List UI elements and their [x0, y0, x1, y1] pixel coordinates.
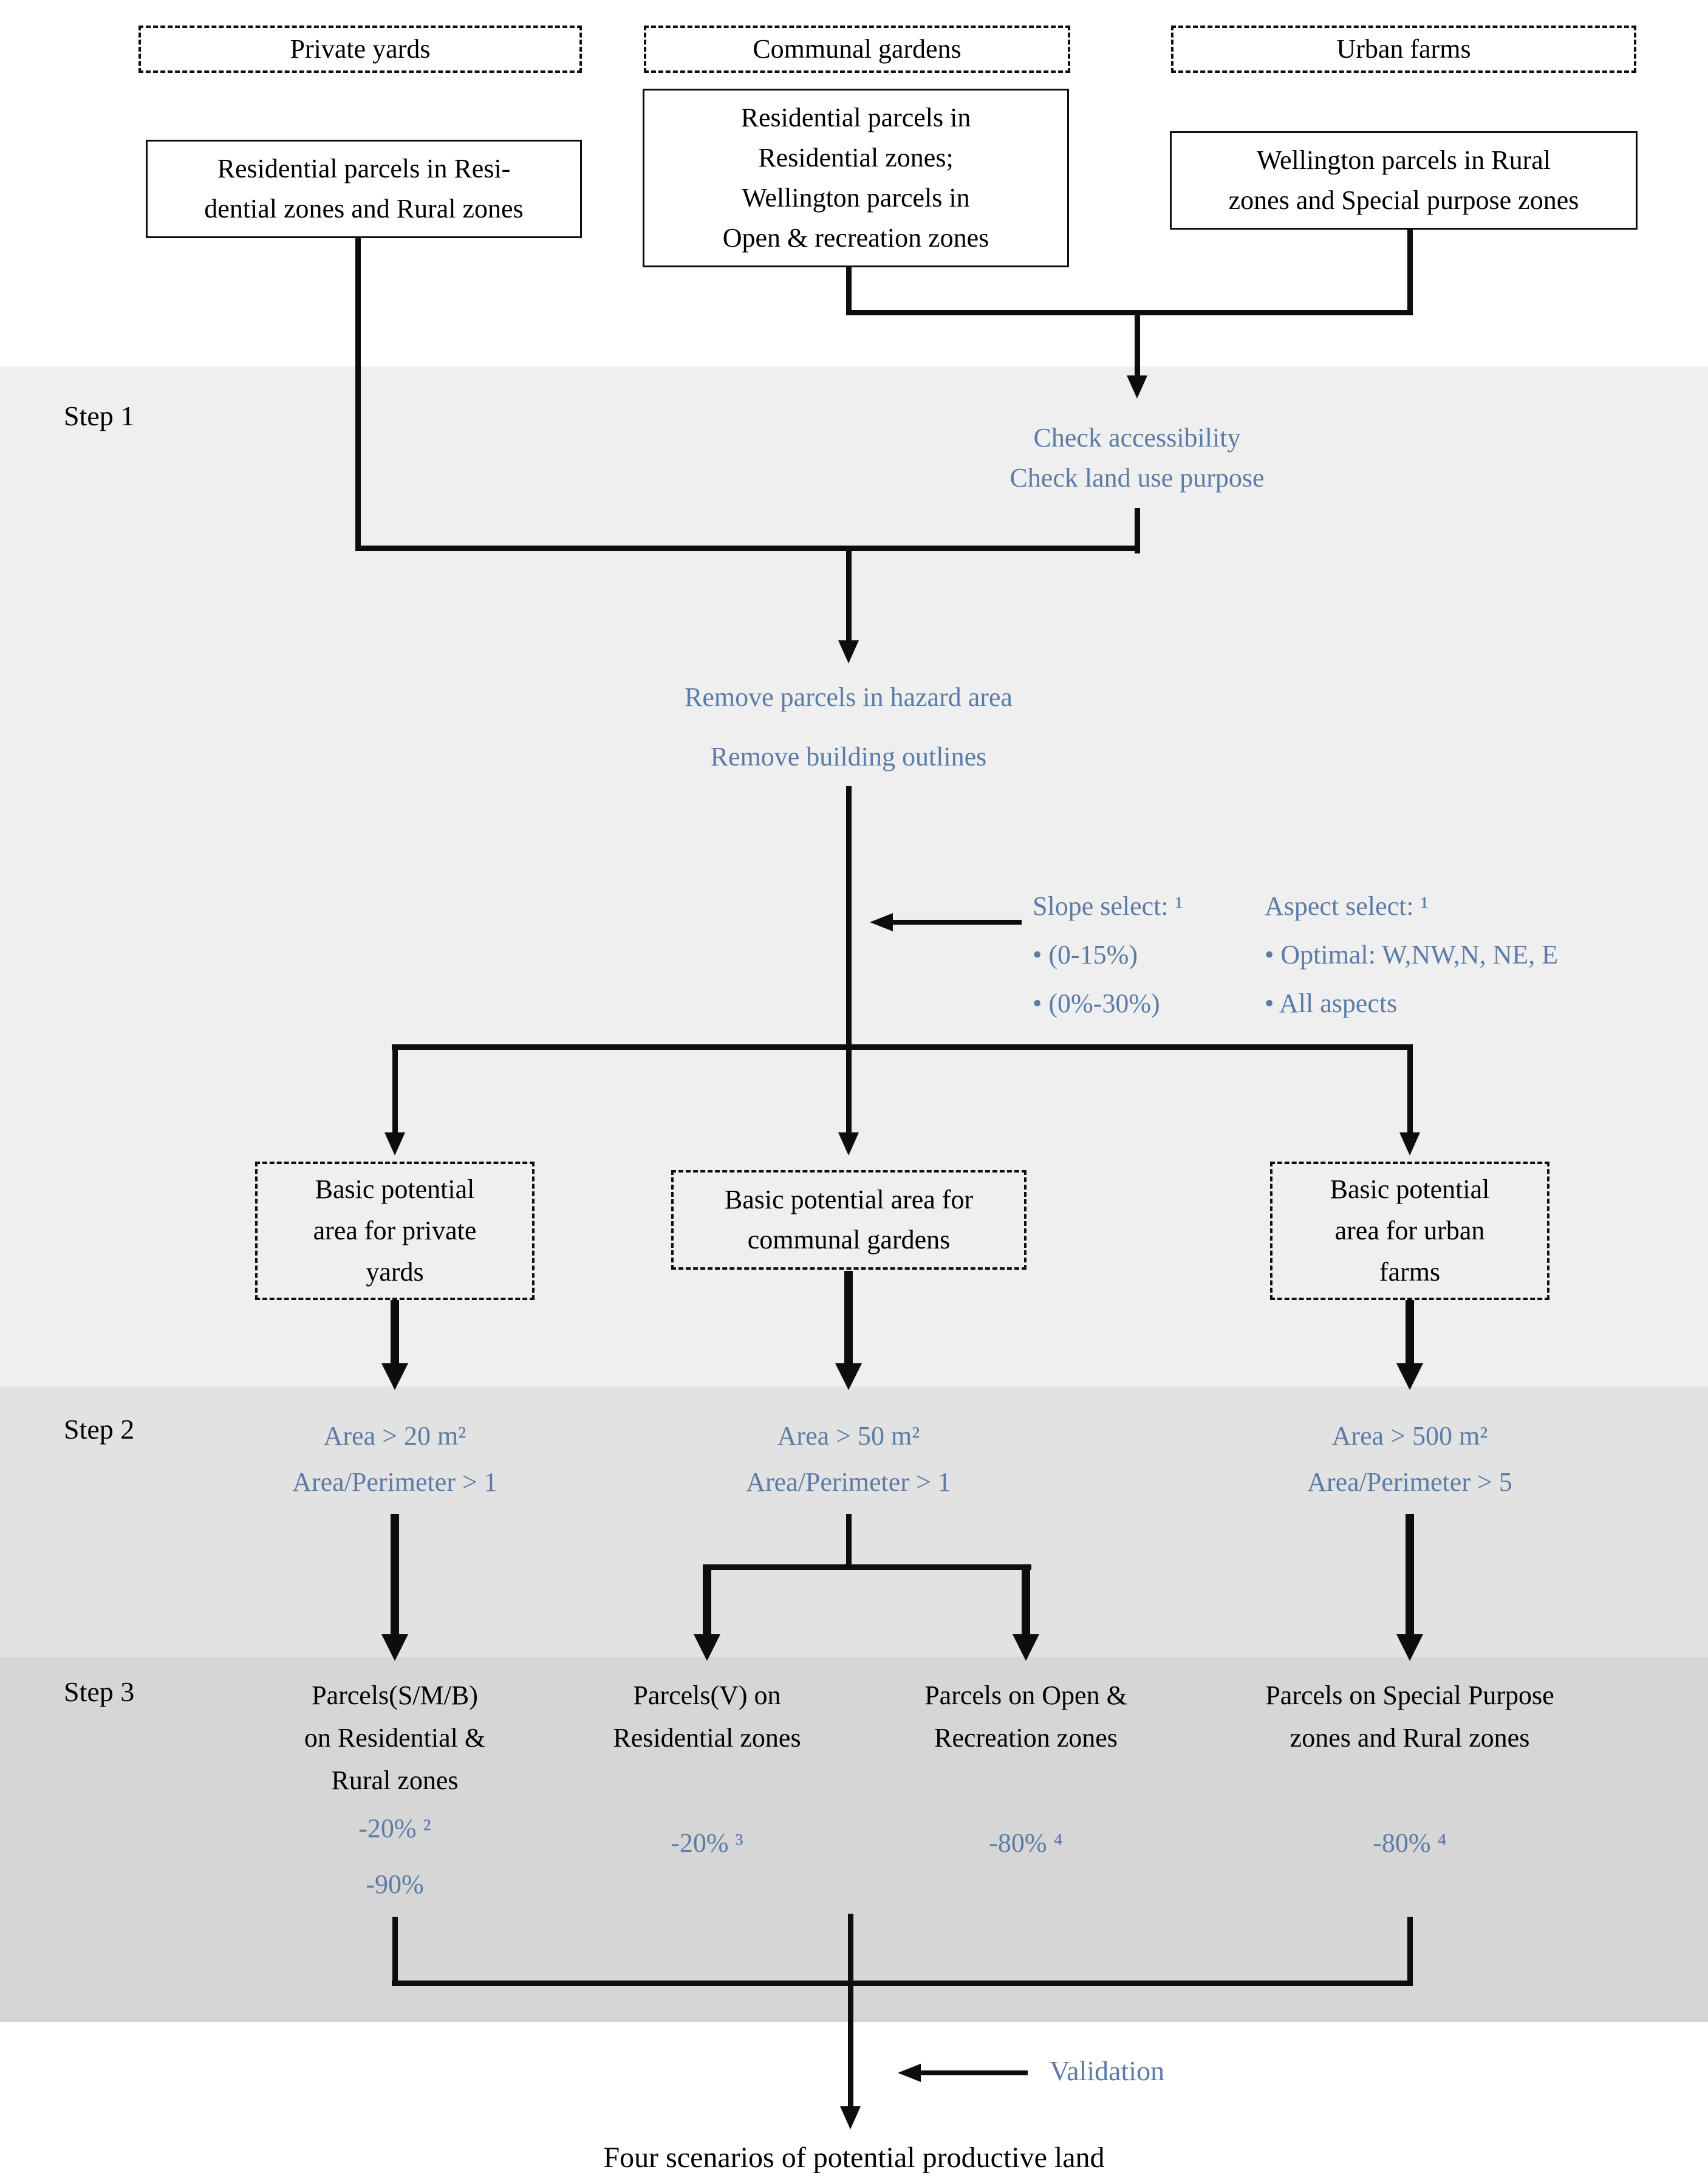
basic-line: yards — [366, 1257, 424, 1287]
final-output-text: Four scenarios of potential productive land — [603, 2142, 1105, 2174]
header-label: Communal gardens — [753, 34, 962, 64]
source-line: Residential parcels in Resi- — [217, 154, 511, 183]
arrowhead-left — [898, 2064, 921, 2082]
output-line: Parcels on Special Purpose — [1265, 1680, 1554, 1710]
connector — [893, 920, 1022, 925]
reduction-special: -80% ⁴ — [1373, 1828, 1447, 1858]
connector — [846, 267, 852, 315]
output-line: Parcels on Open & — [924, 1680, 1127, 1710]
source-line: dential zones and Rural zones — [204, 194, 524, 224]
reduction-v: -20% ³ — [671, 1828, 743, 1858]
remove-hazard-text: Remove parcels in hazard area — [685, 682, 1013, 712]
arrowhead-down — [1013, 1634, 1039, 1661]
connector — [1406, 1300, 1414, 1363]
output-special-purpose — [1215, 1674, 1604, 1759]
source-line: Wellington parcels in Rural — [1257, 145, 1551, 175]
slope-select-text — [1033, 882, 1263, 1028]
output-line: Recreation zones — [934, 1723, 1118, 1753]
arrowhead-left — [870, 913, 893, 931]
basic-line: communal gardens — [747, 1225, 951, 1255]
basic-line: area for private — [313, 1216, 477, 1245]
arrowhead-down — [838, 1132, 859, 1156]
step3-label: Step 3 — [64, 1676, 135, 1707]
source-line: Residential zones; — [758, 143, 954, 173]
arrowhead-down — [694, 1634, 720, 1661]
criteria-line: Area > 500 m² — [1331, 1421, 1488, 1451]
aspect-line: • All aspects — [1265, 988, 1398, 1018]
criteria-urban-farms — [1215, 1413, 1604, 1505]
connector — [844, 1271, 853, 1363]
connector — [1407, 230, 1413, 315]
arrowhead-down — [1127, 375, 1147, 399]
connector — [846, 310, 1412, 315]
arrowhead-down — [1396, 1634, 1423, 1661]
check-line: Check land use purpose — [1009, 463, 1265, 493]
basic-line: farms — [1379, 1257, 1441, 1287]
connector — [921, 2070, 1028, 2075]
header-label: Private yards — [290, 34, 431, 64]
slope-line: • (0%-30%) — [1033, 988, 1160, 1018]
connector — [1406, 1514, 1414, 1634]
source-line: Residential parcels in — [740, 103, 971, 132]
connector — [1135, 310, 1140, 377]
basic-line: Basic potential area for — [724, 1185, 974, 1214]
aspect-select-text — [1265, 882, 1641, 1028]
basic-line: area for urban — [1334, 1216, 1485, 1245]
output-line: on Residential & — [304, 1723, 486, 1753]
criteria-private-yards — [200, 1413, 589, 1505]
connector — [846, 1514, 852, 1570]
connector — [705, 1564, 1031, 1570]
connector — [703, 1564, 711, 1634]
remove-buildings-text: Remove building outlines — [710, 742, 987, 772]
connector — [1407, 1044, 1413, 1132]
arrowhead-down — [381, 1634, 408, 1661]
step2-label: Step 2 — [64, 1414, 135, 1445]
source-line: Wellington parcels in — [742, 183, 970, 213]
basic-line: Basic potential — [1330, 1174, 1490, 1204]
source-box-urban-farms — [1170, 131, 1638, 230]
connector — [391, 1514, 399, 1634]
output-open-recreation — [832, 1674, 1220, 1759]
connector — [846, 546, 852, 640]
output-line: Residential zones — [613, 1723, 801, 1753]
reduction-line: -90% — [366, 1869, 424, 1899]
arrowhead-down — [838, 640, 859, 663]
criteria-line: Area/Perimeter > 1 — [292, 1467, 497, 1497]
source-line: zones and Special purpose zones — [1228, 185, 1579, 215]
output-line: zones and Rural zones — [1290, 1723, 1530, 1753]
source-box-communal-gardens — [643, 89, 1069, 267]
criteria-line: Area > 20 m² — [323, 1421, 466, 1451]
connector — [392, 1917, 398, 1986]
header-box-communal-gardens — [644, 26, 1070, 73]
basic-box-urban-farms — [1270, 1162, 1549, 1300]
aspect-line: • Optimal: W,NW,N, NE, E — [1265, 940, 1559, 970]
slope-line: Slope select: ¹ — [1033, 891, 1183, 921]
source-box-private-yards — [146, 140, 582, 238]
check-text — [924, 418, 1350, 498]
reduction-line: -20% ² — [358, 1813, 431, 1843]
connector — [391, 1300, 399, 1363]
reduction-open: -80% ⁴ — [989, 1828, 1063, 1858]
connector — [355, 546, 1140, 551]
header-label: Urban farms — [1336, 34, 1471, 64]
connector — [1022, 1564, 1030, 1634]
output-line: Rural zones — [331, 1765, 459, 1795]
basic-line: Basic potential — [315, 1174, 475, 1204]
arrowhead-down — [384, 1132, 405, 1156]
connector — [848, 1914, 853, 2106]
header-box-private-yards — [138, 26, 582, 73]
connector — [392, 1981, 1413, 1986]
aspect-line: Aspect select: ¹ — [1265, 891, 1429, 921]
connector — [1407, 1917, 1413, 1986]
criteria-line: Area/Perimeter > 5 — [1307, 1467, 1512, 1497]
connector — [392, 1044, 398, 1132]
criteria-communal-gardens — [654, 1413, 1043, 1505]
arrowhead-down — [1399, 1132, 1420, 1156]
arrowhead-down — [840, 2106, 861, 2129]
connector — [355, 238, 361, 551]
slope-line: • (0-15%) — [1033, 940, 1138, 970]
output-line: Parcels(V) on — [633, 1680, 781, 1710]
connector — [392, 1044, 1413, 1050]
connector — [846, 1044, 852, 1132]
criteria-line: Area/Perimeter > 1 — [746, 1467, 951, 1497]
step1-label: Step 1 — [64, 400, 135, 431]
arrowhead-down — [835, 1363, 862, 1390]
basic-box-private-yards — [255, 1162, 535, 1300]
check-line: Check accessibility — [1033, 423, 1241, 453]
validation-label: Validation — [1050, 2055, 1165, 2086]
basic-box-communal-gardens — [671, 1170, 1027, 1270]
output-line: Parcels(S/M/B) — [312, 1680, 478, 1710]
arrowhead-down — [1396, 1363, 1423, 1390]
header-box-urban-farms — [1171, 26, 1636, 73]
arrowhead-down — [381, 1363, 408, 1390]
connector — [846, 786, 852, 1050]
source-line: Open & recreation zones — [722, 223, 989, 253]
criteria-line: Area > 50 m² — [777, 1421, 920, 1451]
